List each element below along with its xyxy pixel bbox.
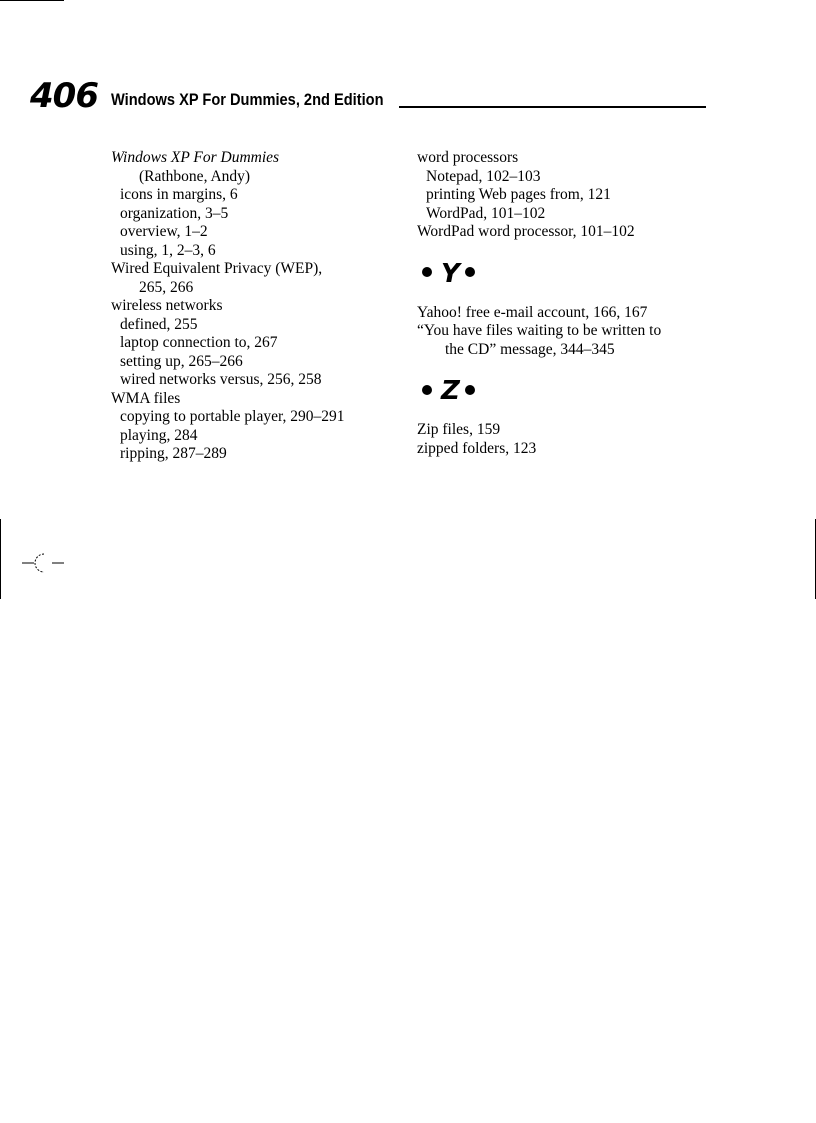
section-letter: Y [441,258,460,289]
bullet-icon [422,267,432,277]
index-subentry: using, 1, 2–3, 6 [120,241,216,259]
index-subentry: icons in margins, 6 [120,186,238,203]
registration-mark-icon [22,549,66,577]
index-entry: WMA files [111,389,181,407]
index-entry: “You have files waiting to be written to [417,322,662,339]
index-entry: zipped folders, 123 [417,439,537,457]
index-entry: Yahoo! free e-mail account, 166, 167 [417,303,648,321]
running-title: Windows XP For Dummies, 2nd Edition [111,90,384,109]
header-rule [399,106,706,108]
index-subentry: laptop connection to, 267 [120,334,278,351]
index-column-left [111,149,391,464]
crop-mark-top [0,0,64,1]
section-letter: Z [441,376,460,406]
page-header [30,78,710,114]
index-subentry: printing Web pages from, 121 [426,186,611,203]
index-entry: word processors [417,149,519,166]
index-entry-continuation: the CD” message, 344–345 [445,340,615,358]
index-entry: wireless networks [111,297,223,314]
bullet-icon [422,385,432,395]
index-subentry: ripping, 287–289 [120,445,227,462]
bullet-icon [465,267,475,277]
index-subentry: organization, 3–5 [120,204,229,222]
index-subentry: wired networks versus, 256, 258 [120,371,322,388]
letter-heading-z [417,371,717,411]
index-entry: Wired Equivalent Privacy (WEP), [111,260,323,277]
letter-heading-y [417,254,717,294]
index-subentry: defined, 255 [120,315,198,333]
index-entry-continuation: (Rathbone, Andy) [139,167,251,185]
page-number: 406 [30,76,98,116]
index-column-right [417,149,717,458]
crop-mark-left [0,519,1,599]
index-subentry: copying to portable player, 290–291 [120,408,345,425]
bullet-icon [465,385,475,395]
index-entry: Windows XP For Dummies [111,149,280,166]
index-subentry: WordPad, 101–102 [426,204,546,222]
index-subentry: setting up, 265–266 [120,352,243,370]
index-subentry: Notepad, 102–103 [426,167,541,185]
index-subentry: playing, 284 [120,426,198,444]
index-entry: WordPad word processor, 101–102 [417,223,635,240]
index-entry-continuation: 265, 266 [139,278,194,296]
index-entry: Zip files, 159 [417,421,501,438]
index-subentry: overview, 1–2 [120,223,208,240]
